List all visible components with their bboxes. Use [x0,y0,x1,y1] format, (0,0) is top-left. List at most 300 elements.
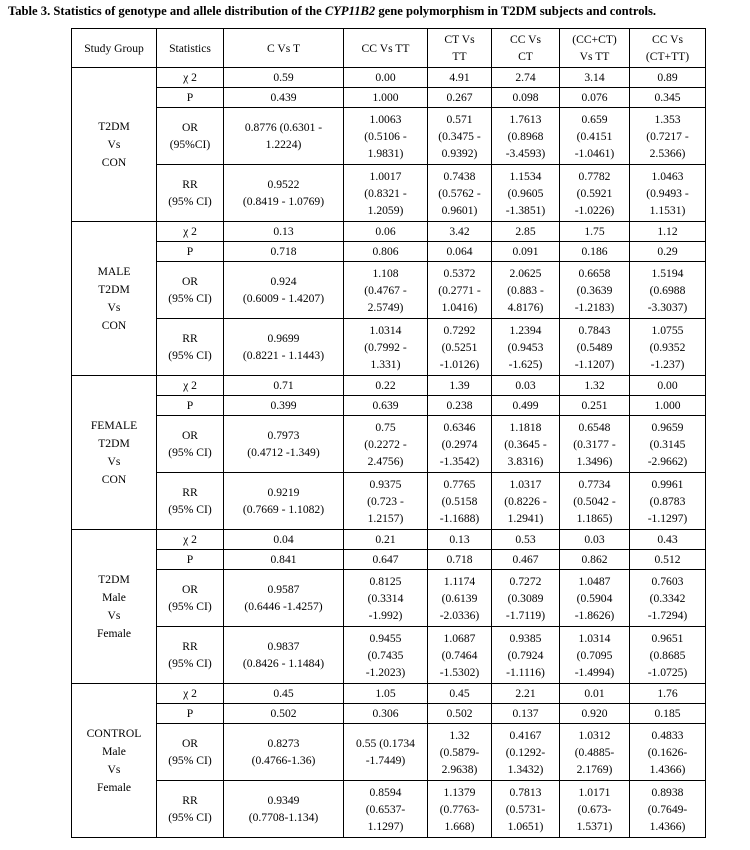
value-cell [560,222,630,242]
value-cell [560,684,630,704]
value-cell [344,684,428,704]
cell-line: 0.01 [584,687,605,700]
cell-line: 2.5749) [367,300,404,314]
table-row [72,222,706,242]
value-cell [560,550,630,570]
cell-line: 0.9522 [267,178,300,191]
cell-line: 0.7292 [443,323,476,337]
cell-line: (95% CI) [168,657,212,670]
value-cell [630,416,706,473]
cell-line: OR [181,429,199,442]
value-cell [224,550,344,570]
cell-line: 0.6658 [578,266,611,280]
cell-line: 1.2157) [367,511,404,525]
cell-line: 0.9455 [369,631,402,645]
value-cell [492,376,560,396]
cell-line: (95% CI) [168,811,212,824]
value-cell [492,724,560,781]
cell-line: (0.3089 [507,591,544,605]
cell-line: 1.3432) [507,762,544,776]
statistic-label-cell [157,724,224,781]
cell-line: 0.920 [581,707,608,720]
value-cell [344,473,428,530]
cell-line: 0.13 [273,225,294,238]
cell-line: CON [101,472,127,486]
cell-line: 1.75 [584,225,605,238]
cell-line: (0.5731- [505,802,546,816]
value-cell [560,319,630,376]
table-row [72,262,706,319]
value-cell [492,242,560,262]
cell-line: 1.12 [657,225,678,238]
cell-line: -1.7119) [505,608,546,622]
cell-line: 0.29 [657,245,678,258]
cell-line: 0.9375 [369,477,402,491]
cell-line: (0.3314 [367,591,404,605]
cell-line: 0.7843 [578,323,611,337]
cell-line: 0.659 [581,112,608,126]
cell-line: 0.6346 [443,420,476,434]
cell-line: -1.1688) [439,511,480,525]
value-cell [560,416,630,473]
cell-line: 1.32 [449,728,470,742]
table-row [72,396,706,416]
column-header [630,29,706,68]
value-cell [492,684,560,704]
value-cell [344,704,428,724]
cell-line: χ 2 [183,71,197,84]
cell-line: 1.0017 [369,169,402,183]
value-cell [630,684,706,704]
cell-line: OR [181,121,199,134]
cell-line: 0.7765 [443,477,476,491]
cell-line: 1.1297) [367,819,404,833]
cell-line: 0.8776 (0.6301 - [244,121,323,134]
cell-line: (0.8221 - 1.1443) [242,349,325,362]
cell-line: (95% CI) [168,292,212,305]
cell-line: 1.32 [584,379,605,392]
value-cell [344,165,428,222]
study-group-cell [72,222,157,376]
statistic-label-cell [157,550,224,570]
cell-line: (0.5904 [576,591,613,605]
cell-line: 0.71 [273,379,294,392]
cell-line: 0.8273 [267,737,300,750]
cell-line: 0.89 [657,71,678,84]
statistic-label-cell [157,319,224,376]
cell-line: 0.076 [581,91,608,104]
cell-line: (0.7992 - [364,340,407,354]
cell-line: 0.9961 [651,477,684,491]
cell-line: 0.571 [446,112,473,126]
cell-line: (0.8226 - [504,494,547,508]
cell-line: -1.2183) [574,300,615,314]
cell-line: 4.8176) [507,300,544,314]
column-header [157,29,224,68]
cell-line: T2DM [98,282,130,296]
column-header [492,29,560,68]
cell-line: (0.5879- [439,745,480,759]
value-cell [428,242,492,262]
value-cell [492,570,560,627]
cell-line: 1.0314 [369,323,402,337]
cell-line: (0.1626- [647,745,688,759]
cell-line: 3.14 [584,71,605,84]
cell-line: χ 2 [183,687,197,700]
value-cell [224,319,344,376]
cell-line: 1.2224) [265,138,302,151]
cell-line: P [186,553,194,566]
statistic-label-cell [157,68,224,88]
value-cell [224,530,344,550]
cell-line: 2.9638) [441,762,478,776]
cell-line: 0.841 [270,553,297,566]
value-cell [428,88,492,108]
value-cell [630,242,706,262]
cell-line: (0.7095 [576,648,613,662]
value-cell [630,724,706,781]
cell-line: (0.6446 -1.4257) [244,600,323,613]
statistic-label-cell [157,108,224,165]
cell-line: Vs TT [579,50,610,63]
cell-line: 0.8938 [651,785,684,799]
cell-line: (0.3342 [649,591,686,605]
cell-line: 0.7438 [443,169,476,183]
header-row [72,29,706,68]
cell-line: (0.2974 [441,437,478,451]
cell-line: Male [102,590,126,604]
cell-line: -1.0725) [647,665,688,679]
value-cell [492,530,560,550]
cell-line: Female [96,780,132,794]
cell-line: 3.8316) [507,454,544,468]
table-row [72,473,706,530]
value-cell [630,222,706,242]
cell-line: RR [182,486,198,499]
cell-line: P [186,399,194,412]
cell-line: 0.8125 [369,574,402,588]
value-cell [224,262,344,319]
cell-line: 0.55 (0.1734 [356,737,415,750]
value-cell [630,108,706,165]
cell-line: (95% CI) [168,600,212,613]
value-cell [344,319,428,376]
value-cell [630,88,706,108]
cell-line: 1.2059) [367,203,404,217]
statistic-label-cell [157,222,224,242]
cell-line: T2DM [98,436,130,450]
cell-line: -1.7294) [647,608,688,622]
cell-line: 1.0314 [578,631,611,645]
cell-line: CONTROL [86,726,142,740]
cell-line: 0.45 [273,687,294,700]
cell-line: 1.108 [372,266,399,280]
cell-line: (0.9453 [507,340,544,354]
cell-line: -1.7449) [365,754,406,767]
statistic-label-cell [157,684,224,704]
cell-line: 0.718 [270,245,297,258]
value-cell [224,222,344,242]
cell-line: 0.718 [446,553,473,566]
statistic-label-cell [157,627,224,684]
cell-line: 0.7782 [578,169,611,183]
cell-line: 0.00 [375,71,396,84]
cell-line: 0.13 [449,533,470,546]
value-cell [492,473,560,530]
cell-line: Vs [107,608,121,622]
statistics-table [71,28,706,838]
cell-line: 0.7734 [578,477,611,491]
cell-line: CT Vs [444,33,475,46]
table-row [72,376,706,396]
cell-line: 1.39 [449,379,470,392]
cell-line: -3.4593) [505,146,546,160]
cell-line: (0.673- [577,802,612,816]
cell-line: (0.6988 [649,283,686,297]
cell-line: 1.1818 [509,420,542,434]
caption-prefix: Table 3. Statistics of genotype and allele distribution of the [8,4,325,18]
cell-line: Female [96,626,132,640]
cell-line: T2DM [98,119,130,133]
cell-line: RR [182,640,198,653]
cell-line: Vs [107,137,121,151]
cell-line: 0.9219 [267,486,300,499]
value-cell [560,570,630,627]
value-cell [492,627,560,684]
statistic-label-cell [157,376,224,396]
value-cell [428,473,492,530]
cell-line: (0.5251 [441,340,478,354]
value-cell [428,416,492,473]
cell-line: 0.345 [654,91,681,104]
cell-line: (0.2771 - [438,283,481,297]
cell-line: (0.9493 - [646,186,689,200]
value-cell [492,704,560,724]
table-row [72,627,706,684]
cell-line: 0.9651 [651,631,684,645]
value-cell [224,704,344,724]
cell-line: 0.4833 [651,728,684,742]
caption-suffix: gene polymorphism in T2DM subjects and controls. [375,4,657,18]
statistic-label-cell [157,781,224,838]
cell-line: 1.0317 [509,477,542,491]
value-cell [560,108,630,165]
statistic-label-cell [157,704,224,724]
cell-line: 1.0312 [578,728,611,742]
cell-line: 0.22 [375,379,396,392]
value-cell [560,627,630,684]
cell-line: 0.7813 [509,785,542,799]
cell-line: CC Vs [509,33,542,46]
cell-line: (95% CI) [168,503,212,516]
cell-line: RR [182,794,198,807]
cell-line: TT [452,50,467,63]
cell-line: 0.639 [372,399,399,412]
cell-line: 0.9659 [651,420,684,434]
cell-line: (0.7669 - 1.1082) [242,503,325,516]
value-cell [630,570,706,627]
cell-line: (0.5158 [441,494,478,508]
cell-line: (0.5489 [576,340,613,354]
cell-line: (0.883 - [507,283,544,297]
cell-line: (95%CI) [169,138,211,151]
cell-line: (0.8321 - [364,186,407,200]
study-group-cell [72,68,157,222]
value-cell [560,262,630,319]
cell-line: (0.4151 [576,129,613,143]
cell-line: 0.45 [449,687,470,700]
cell-line: 0.9699 [267,332,300,345]
value-cell [560,88,630,108]
statistic-label-cell [157,165,224,222]
value-cell [428,165,492,222]
value-cell [224,68,344,88]
value-cell [560,396,630,416]
value-cell [224,781,344,838]
value-cell [630,165,706,222]
value-cell [630,550,706,570]
value-cell [428,396,492,416]
cell-line: (0.5042 - [573,494,616,508]
cell-line: 0.924 [270,275,297,288]
table-row [72,165,706,222]
cell-line: 0.4167 [509,728,542,742]
value-cell [630,68,706,88]
study-group-cell [72,376,157,530]
cell-line: 0.306 [372,707,399,720]
cell-line: 1.0487 [578,574,611,588]
cell-line: (0.8419 - 1.0769) [242,195,325,208]
cell-line: -1.0226) [574,203,615,217]
value-cell [428,108,492,165]
cell-line: (0.1292- [505,745,546,759]
value-cell [630,781,706,838]
cell-line: 1.05 [375,687,396,700]
cell-line: -1.0126) [439,357,480,371]
cell-line: 1.0755 [651,323,684,337]
cell-line: 2.21 [515,687,536,700]
cell-line: CON [101,155,127,169]
cell-line: 0.502 [446,707,473,720]
cell-line: 0.75 [375,420,396,434]
value-cell [344,108,428,165]
cell-line: (0.4712 -1.349) [247,446,320,459]
table-row [72,781,706,838]
value-cell [344,724,428,781]
cell-line: Vs [107,300,121,314]
cell-line: FEMALE [90,418,138,432]
cell-line: 2.0625 [509,266,542,280]
cell-line: 0.238 [446,399,473,412]
value-cell [560,242,630,262]
cell-line: 0.53 [515,533,536,546]
cell-line: 1.353 [654,112,681,126]
cell-line: OR [181,275,199,288]
column-header [344,29,428,68]
cell-line: (0.3645 - [504,437,547,451]
cell-line: (0.7435 [367,648,404,662]
cell-line: (0.3177 - [573,437,616,451]
value-cell [224,473,344,530]
cell-line: P [186,245,194,258]
value-cell [492,781,560,838]
value-cell [224,416,344,473]
cell-line: 0.00 [657,379,678,392]
cell-line: 1.3496) [576,454,613,468]
value-cell [630,319,706,376]
value-cell [492,88,560,108]
cell-line: 0.8594 [369,785,402,799]
cell-line: (0.7708-1.134) [248,811,319,824]
value-cell [560,68,630,88]
cell-line: 0.9349 [267,794,300,807]
cell-line: χ 2 [183,533,197,546]
value-cell [344,396,428,416]
cell-line: 0.399 [270,399,297,412]
statistic-label-cell [157,570,224,627]
cell-line: 0.499 [512,399,539,412]
value-cell [224,570,344,627]
cell-line: 0.7272 [509,574,542,588]
table-row [72,416,706,473]
cell-line: -1.1297) [647,511,688,525]
cell-line: 0.5372 [443,266,476,280]
cell-line: 0.267 [446,91,473,104]
value-cell [428,781,492,838]
value-cell [492,262,560,319]
cell-line: -1.237) [650,357,685,371]
cell-line: 1.2941) [507,511,544,525]
value-cell [560,376,630,396]
cell-line: 0.467 [512,553,539,566]
cell-line: 1.0063 [369,112,402,126]
value-cell [492,108,560,165]
cell-line: (0.4885- [574,745,615,759]
table-row [72,530,706,550]
value-cell [428,684,492,704]
value-cell [560,724,630,781]
value-cell [492,68,560,88]
cell-line: 0.098 [512,91,539,104]
value-cell [630,262,706,319]
cell-line: 2.1769) [576,762,613,776]
cell-line: CON [101,318,127,332]
value-cell [492,416,560,473]
value-cell [224,88,344,108]
cell-line: 1.5194 [651,266,684,280]
value-cell [344,570,428,627]
cell-line: 1.0171 [578,785,611,799]
cell-line: 0.439 [270,91,297,104]
study-group-cell [72,530,157,684]
cell-line: 0.03 [584,533,605,546]
value-cell [492,396,560,416]
statistic-label-cell [157,416,224,473]
cell-line: 0.21 [375,533,396,546]
statistic-label-cell [157,396,224,416]
cell-line: OR [181,737,199,750]
cell-line: -1.2023) [365,665,406,679]
value-cell [344,530,428,550]
statistic-label-cell [157,242,224,262]
table-row [72,242,706,262]
cell-line: P [186,91,194,104]
value-cell [344,376,428,396]
cell-line: 0.9601) [441,203,478,217]
cell-line: 1.0687 [443,631,476,645]
value-cell [630,396,706,416]
cell-line: 1.2394 [509,323,542,337]
